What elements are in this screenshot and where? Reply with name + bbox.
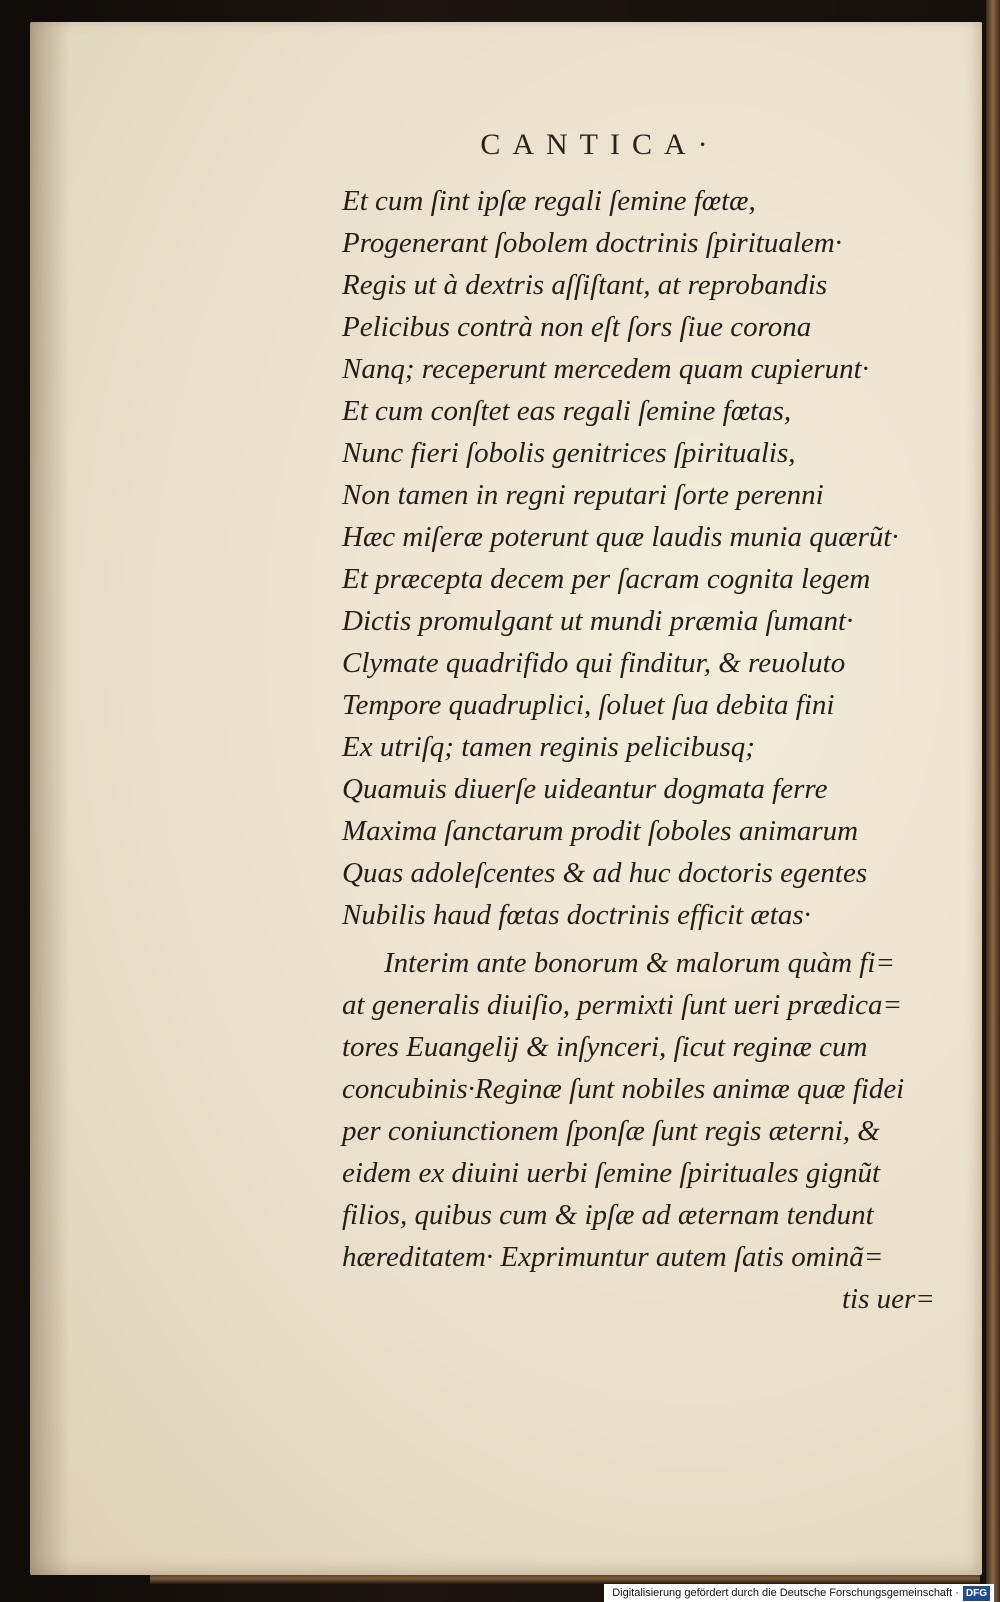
verse-line: Hæc miſeræ poterunt quæ laudis munia quærũt·: [342, 521, 899, 553]
dfg-logo: DFG: [963, 1586, 990, 1601]
verse-line: Et præcepta decem per ſacram cognita legem: [342, 563, 871, 595]
verse-line: Quas adoleſcentes & ad huc doctoris egentes: [342, 857, 868, 889]
running-head: CANTICA·: [480, 128, 720, 161]
verse-line: Nubilis haud fœtas doctrinis efficit ætas·: [342, 899, 811, 931]
page-gutter-shadow: [30, 22, 70, 1575]
catchword: tis uer=: [842, 1283, 935, 1315]
prose-line: concubinis·Reginæ ſunt nobiles animæ quæ fidei: [342, 1073, 905, 1105]
verse-line: Nunc fieri ſobolis genitrices ſpiritualis,: [342, 437, 796, 469]
verse-line: Progenerant ſobolem doctrinis ſpiritualem·: [342, 227, 842, 259]
prose-line: eidem ex diuini uerbi ſemine ſpirituales gignũt: [342, 1157, 881, 1189]
verse-line: Quamuis diuerſe uideantur dogmata ferre: [342, 773, 828, 805]
verse-line: Ex utriſq; tamen reginis pelicibusq;: [342, 731, 755, 763]
verse-block: [342, 180, 952, 936]
prose-line: Interim ante bonorum & malorum quàm fi=: [384, 947, 895, 979]
credit-text: Digitalisierung gefördert durch die Deutsche Forschungsgemeinschaft ·: [612, 1587, 959, 1599]
prose-line: hæreditatem· Exprimuntur autem ſatis ominã=: [342, 1241, 884, 1273]
prose-line: at generalis diuiſio, permixti ſunt ueri prædica=: [342, 989, 903, 1021]
verse-line: Pelicibus contrà non eſt ſors ſiue corona: [342, 311, 812, 343]
prose-block: [342, 942, 942, 1278]
verse-line: Et cum ſint ipſæ regali ſemine fœtæ,: [342, 185, 756, 217]
verse-line: Clymate quadrifido qui finditur, & reuoluto: [342, 647, 846, 679]
prose-line: filios, quibus cum & ipſæ ad æternam tendunt: [342, 1199, 874, 1231]
verse-line: Nanq; receperunt mercedem quam cupierunt·: [342, 353, 869, 385]
verse-line: Dictis promulgant ut mundi præmia ſumant·: [342, 605, 854, 637]
verse-line: Maxima ſanctarum prodit ſoboles animarum: [342, 815, 859, 847]
verse-line: Et cum conſtet eas regali ſemine fœtas,: [342, 395, 792, 427]
book-edge-right: [986, 0, 1000, 1602]
prose-line: per coniunctionem ſponſæ ſunt regis æterni, &: [342, 1115, 880, 1147]
verse-line: Tempore quadruplici, ſoluet ſua debita fini: [342, 689, 835, 721]
prose-line: tores Euangelij & inſynceri, ſicut reginæ cum: [342, 1031, 868, 1063]
digitization-credit: [604, 1584, 994, 1602]
verse-line: Regis ut à dextris aſſiſtant, at reprobandis: [342, 269, 828, 301]
verse-line: Non tamen in regni reputari ſorte perenni: [342, 479, 824, 511]
